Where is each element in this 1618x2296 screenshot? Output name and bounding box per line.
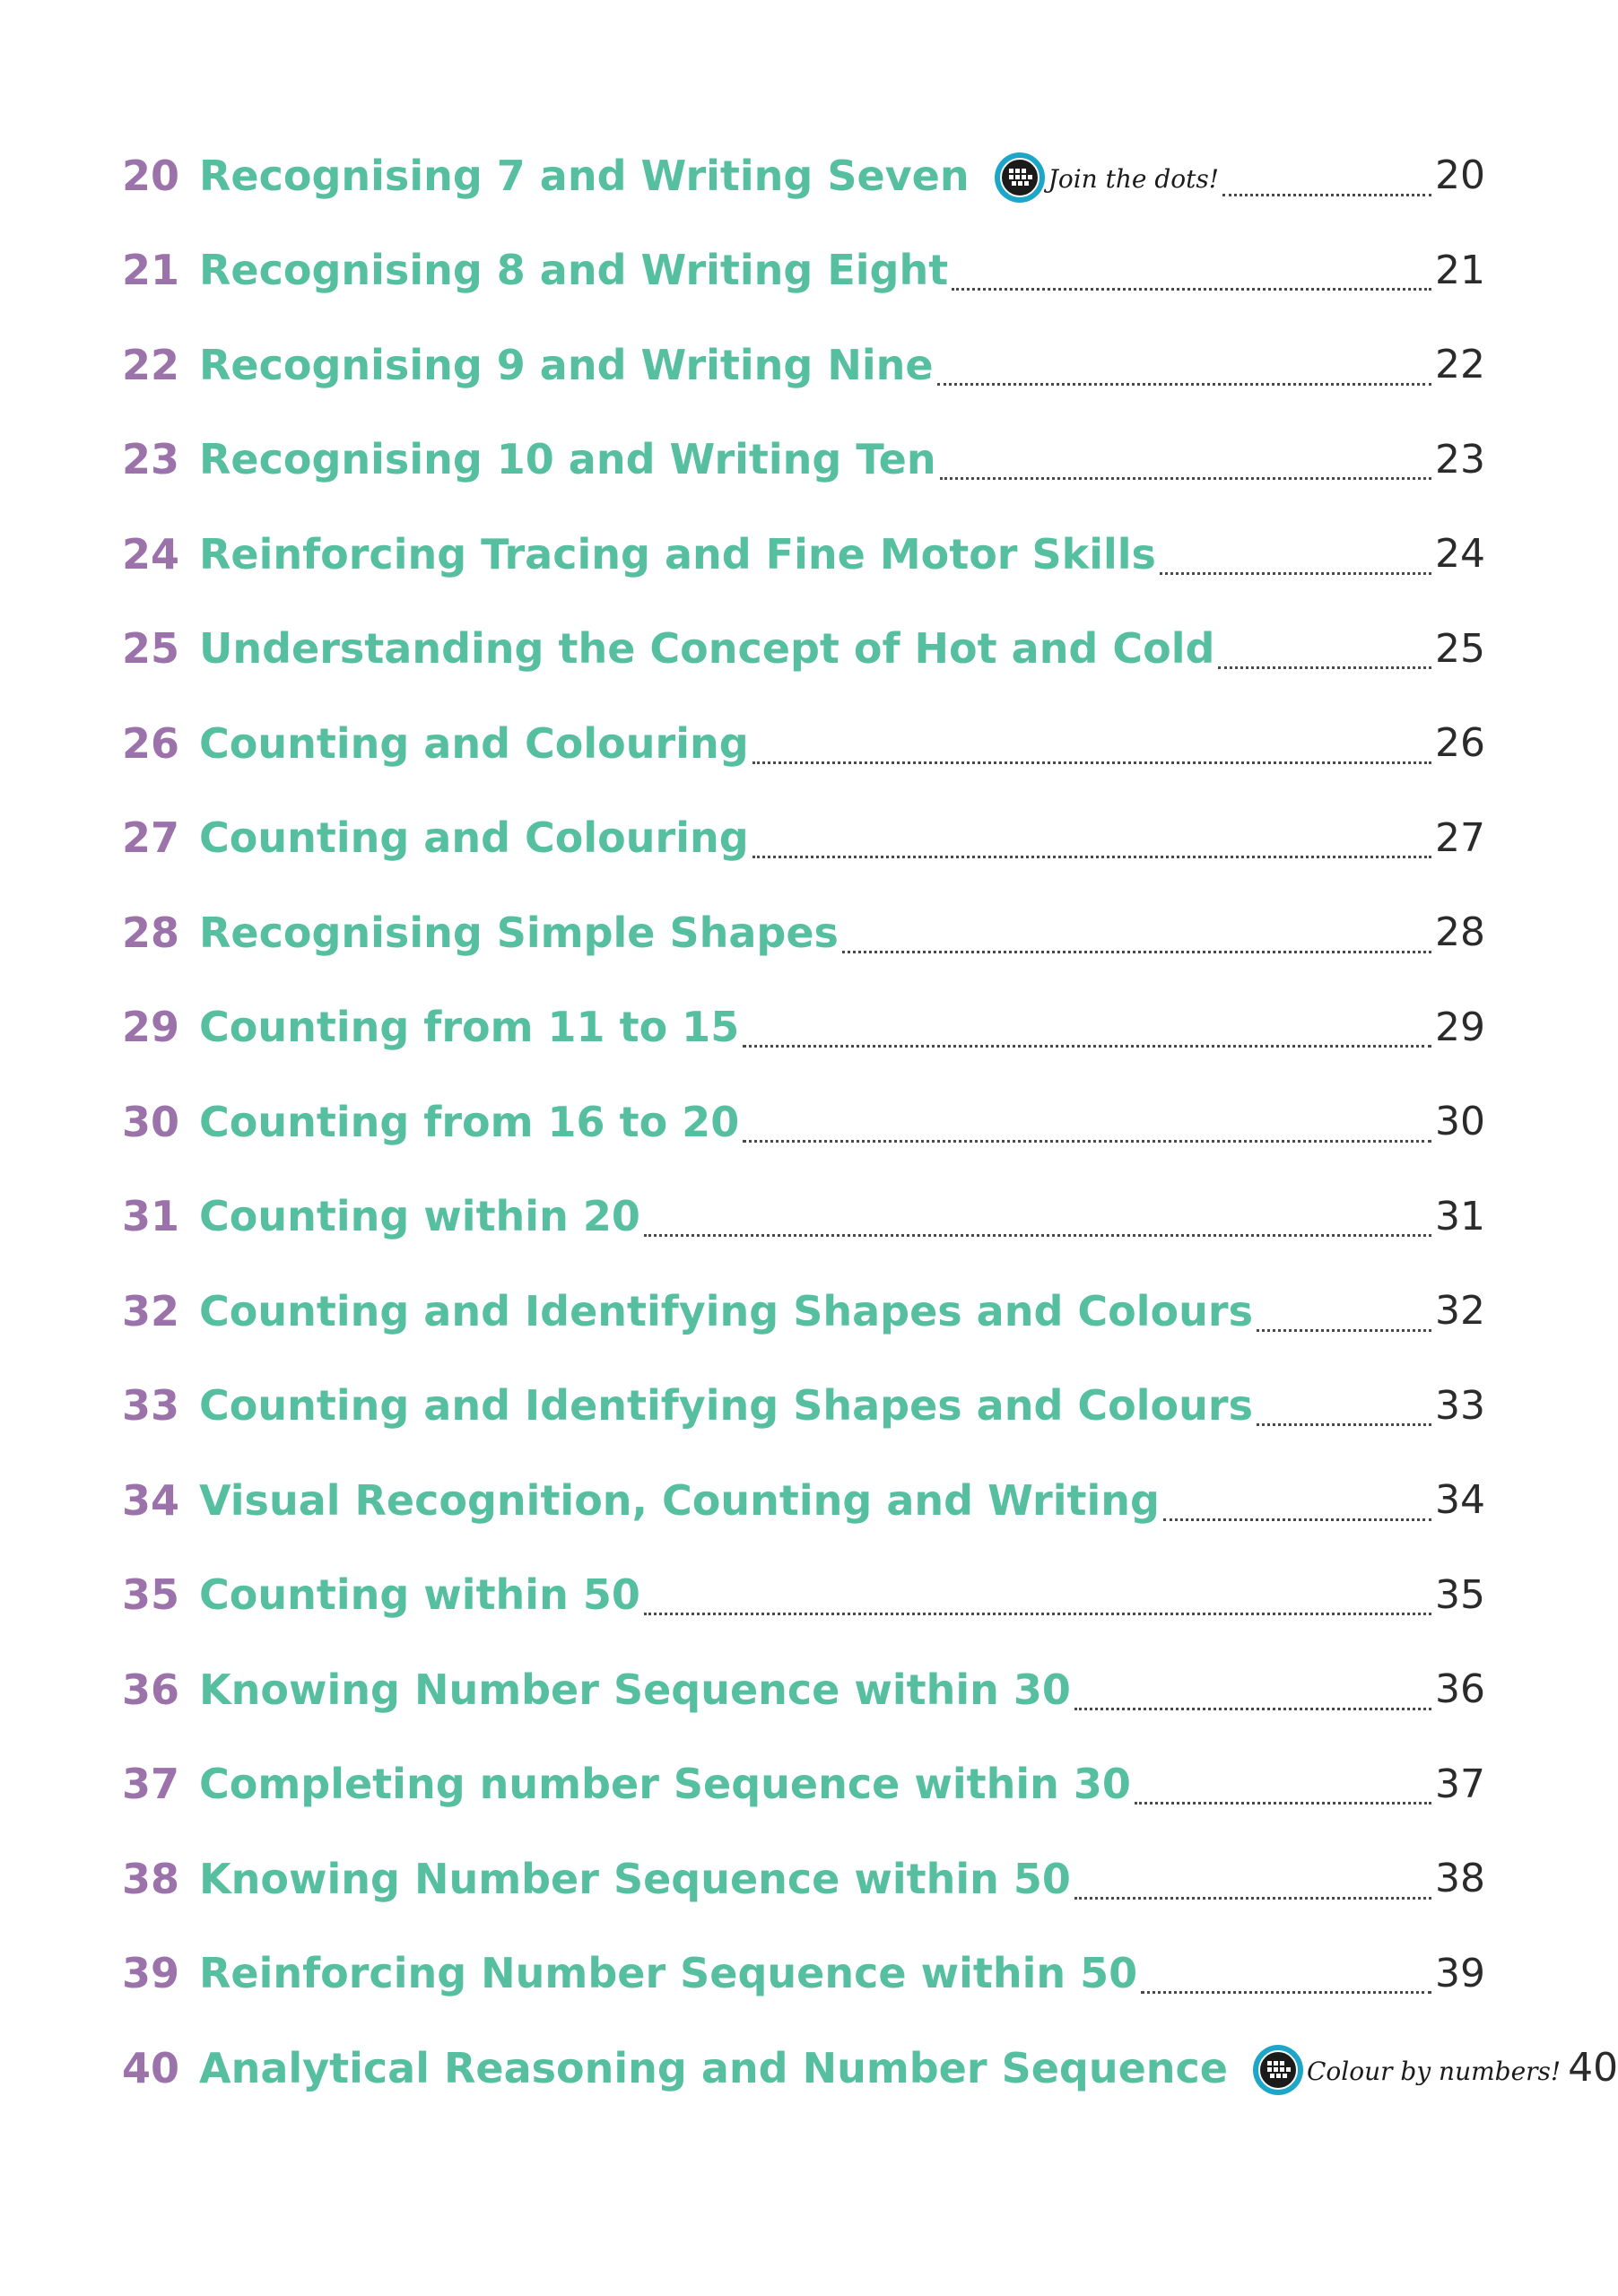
toc-entry[interactable] (122, 1074, 1485, 1170)
page-number: 32 (1435, 1288, 1485, 1335)
toc-entry[interactable] (122, 1170, 1485, 1265)
page-number: 27 (1435, 814, 1485, 861)
page-number: 39 (1435, 1950, 1485, 1996)
dot-leader (743, 1140, 1431, 1143)
page-number: 25 (1435, 625, 1485, 672)
toc-entry[interactable] (122, 223, 1485, 318)
dot-leader (940, 477, 1431, 480)
dot-leader (644, 1234, 1431, 1237)
chapter-number: 31 (122, 1192, 180, 1241)
dot-leader (1257, 1423, 1431, 1426)
chapter-title: Counting and Colouring (199, 718, 749, 768)
chapter-title: Understanding the Concept of Hot and Cold (199, 624, 1215, 674)
table-of-contents (122, 128, 1618, 2116)
toc-entry[interactable] (122, 128, 1485, 223)
chapter-number: 23 (122, 435, 180, 484)
page-number: 33 (1435, 1382, 1485, 1429)
dot-leader (752, 856, 1431, 858)
toc-entry[interactable] (122, 980, 1485, 1075)
chapter-number: 37 (122, 1760, 180, 1809)
page-number: 28 (1435, 909, 1485, 956)
chapter-title: Analytical Reasoning and Number Sequence (199, 2043, 1228, 2092)
toc-entry[interactable] (122, 317, 1485, 413)
chapter-number: 33 (122, 1381, 180, 1431)
dot-leader (937, 383, 1431, 386)
chapter-number: 34 (122, 1475, 180, 1525)
activity-tag-label: Colour by numbers! (1307, 2056, 1561, 2086)
page-number: 20 (1435, 152, 1485, 199)
dot-leader (842, 951, 1431, 953)
chapter-number: 25 (122, 624, 180, 674)
chapter-number: 20 (122, 151, 180, 200)
chapter-number: 30 (122, 1097, 180, 1146)
chapter-number: 35 (122, 1570, 180, 1620)
dot-leader (1163, 1518, 1431, 1521)
dot-leader (1222, 194, 1431, 196)
chapter-number: 28 (122, 908, 180, 957)
dot-leader (952, 288, 1431, 291)
chapter-number: 39 (122, 1949, 180, 1998)
chapter-title: Recognising Simple Shapes (199, 908, 839, 957)
activity-tag (1253, 2041, 1561, 2095)
toc-entry[interactable] (122, 602, 1485, 697)
toc-entry[interactable] (122, 1453, 1485, 1548)
chapter-title: Counting within 20 (199, 1192, 640, 1241)
toc-entry[interactable] (122, 1926, 1485, 2022)
page-number: 22 (1435, 342, 1485, 388)
page-number: 31 (1435, 1193, 1485, 1239)
toc-entry[interactable] (122, 507, 1485, 602)
page-number: 23 (1435, 436, 1485, 483)
chapter-title: Knowing Number Sequence within 50 (199, 1854, 1071, 1903)
toc-entry[interactable] (122, 1548, 1485, 1643)
chapter-number: 40 (122, 2043, 180, 2092)
chapter-title: Counting from 11 to 15 (199, 1003, 740, 1052)
activity-tag-label: Join the dots! (1048, 163, 1220, 194)
dot-leader (752, 761, 1431, 764)
chapter-title: Counting and Colouring (199, 813, 749, 863)
activity-badge-icon (1253, 2045, 1303, 2095)
chapter-title: Counting and Identifying Shapes and Colours (199, 1286, 1253, 1335)
chapter-number: 26 (122, 718, 180, 768)
page-number: 30 (1435, 1099, 1485, 1145)
chapter-number: 22 (122, 340, 180, 389)
chapter-title: Recognising 8 and Writing Eight (199, 246, 949, 295)
chapter-title: Counting and Identifying Shapes and Colours (199, 1381, 1253, 1431)
page-number: 34 (1435, 1477, 1485, 1524)
chapter-title: Recognising 7 and Writing Seven (199, 151, 970, 200)
page-number: 26 (1435, 720, 1485, 767)
toc-entry[interactable] (122, 1737, 1485, 1832)
chapter-title: Reinforcing Number Sequence within 50 (199, 1949, 1138, 1998)
chapter-title: Counting from 16 to 20 (199, 1097, 740, 1146)
chapter-title: Recognising 10 and Writing Ten (199, 435, 936, 484)
page-number: 24 (1435, 531, 1485, 578)
page-number: 38 (1435, 1856, 1485, 1902)
dot-leader (1135, 1802, 1431, 1805)
chapter-number: 36 (122, 1665, 180, 1714)
chapter-title: Counting within 50 (199, 1570, 640, 1620)
chapter-title: Visual Recognition, Counting and Writing (199, 1475, 1160, 1525)
toc-entry[interactable] (122, 2021, 1618, 2116)
page-number: 37 (1435, 1761, 1485, 1807)
toc-entry[interactable] (122, 1264, 1485, 1359)
chapter-title: Knowing Number Sequence within 30 (199, 1665, 1071, 1714)
dot-leader (644, 1613, 1431, 1615)
toc-entry[interactable] (122, 885, 1485, 980)
toc-entry[interactable] (122, 1359, 1485, 1454)
chapter-title: Completing number Sequence within 30 (199, 1760, 1131, 1809)
activity-badge-icon (995, 152, 1045, 203)
dot-leader (1160, 572, 1431, 575)
dot-leader (1074, 1708, 1431, 1710)
toc-entry[interactable] (122, 791, 1485, 886)
toc-entry[interactable] (122, 696, 1485, 791)
page-number: 40 (1568, 2045, 1618, 2092)
page-number: 29 (1435, 1004, 1485, 1050)
dot-leader (1218, 666, 1431, 669)
dot-leader (1141, 1991, 1431, 1994)
toc-entry[interactable] (122, 1642, 1485, 1737)
toc-entry[interactable] (122, 413, 1485, 508)
chapter-number: 21 (122, 246, 180, 295)
page-number: 21 (1435, 247, 1485, 293)
toc-entry[interactable] (122, 1831, 1485, 1926)
page-number: 36 (1435, 1666, 1485, 1713)
chapter-title: Reinforcing Tracing and Fine Motor Skills (199, 529, 1156, 578)
chapter-number: 24 (122, 529, 180, 578)
dot-leader (1074, 1897, 1431, 1900)
dot-leader (1257, 1329, 1431, 1332)
chapter-number: 38 (122, 1854, 180, 1903)
chapter-title: Recognising 9 and Writing Nine (199, 340, 934, 389)
chapter-number: 32 (122, 1286, 180, 1335)
dot-leader (743, 1045, 1431, 1048)
page-number: 35 (1435, 1571, 1485, 1618)
chapter-number: 29 (122, 1003, 180, 1052)
chapter-number: 27 (122, 813, 180, 863)
activity-tag (995, 149, 1219, 203)
